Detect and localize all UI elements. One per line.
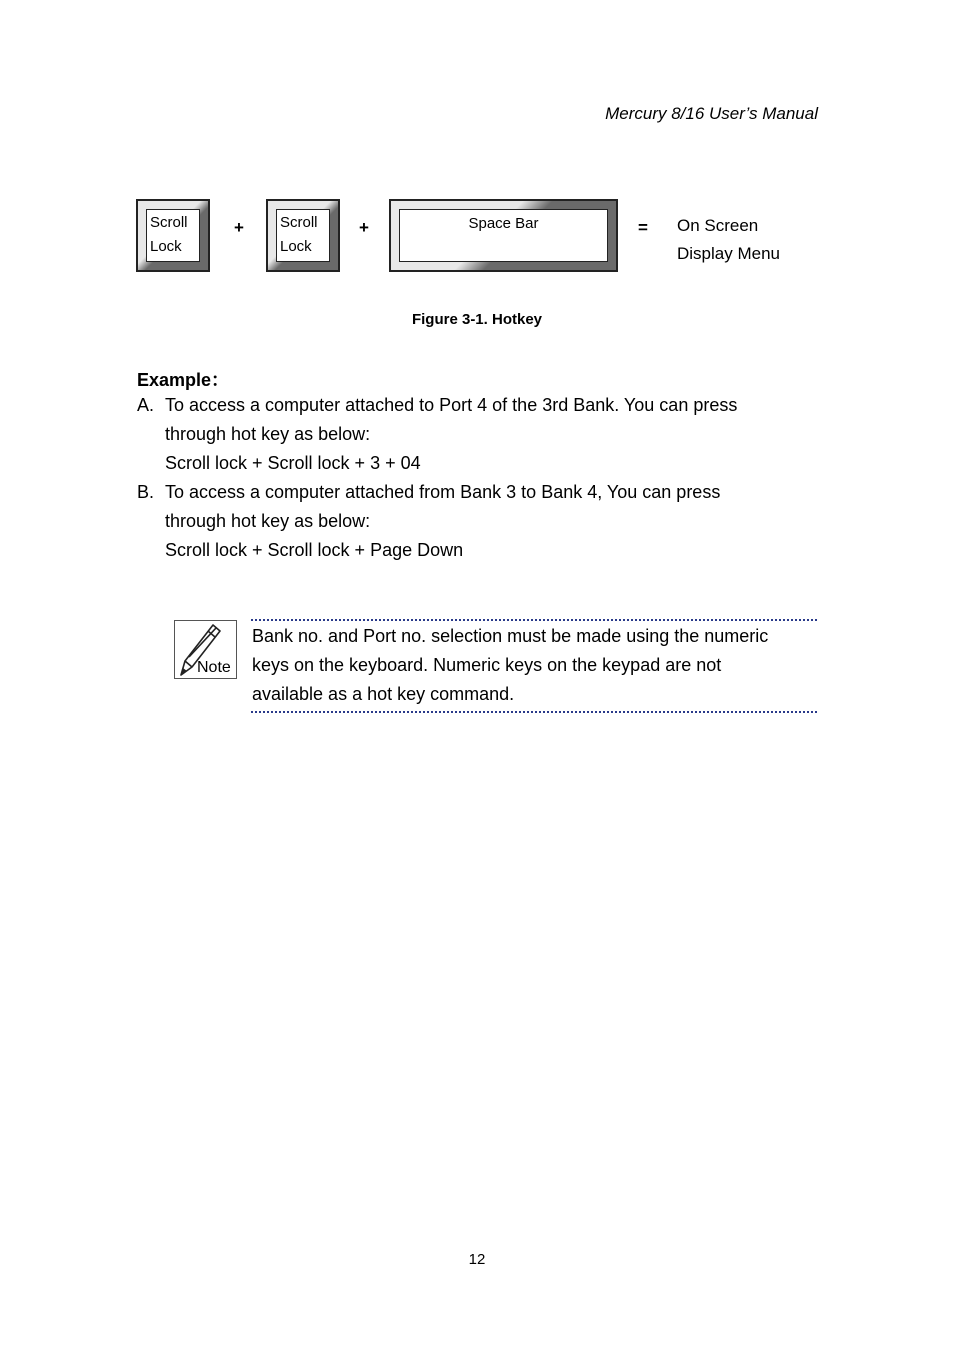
hotkey-figure [0,0,954,340]
running-header: Mercury 8/16 User’s Manual [605,104,818,123]
page-number: 12 [468,1251,486,1268]
note-icon-label: Note [197,659,231,676]
plus-sign: + [359,218,369,237]
figure-caption: Figure 3-1. Hotkey [411,311,543,328]
list-item: To access a computer attached to Port 4 of the 3rd Bank. You can press through hot key as below: Scroll lock + Scroll lock + 3 + 04 [165,395,738,473]
equals-sign: = [638,218,648,237]
space-bar-key [389,199,618,272]
scroll-lock-key-2 [266,199,340,272]
scroll-lock-key-1 [136,199,210,272]
note-pencil-icon [174,620,237,679]
example-heading: Example： [137,370,230,390]
hotkey-result: On Screen Display Menu [677,216,780,263]
key-label: Space Bar [468,215,539,232]
key-label: Scroll Lock [280,214,318,255]
note-text: Bank no. and Port no. selection must be made using the numeric keys on the keyboard. Numeric keys on the keypad are not available as a hot key command. [252,626,769,704]
list-marker: B. [137,482,155,502]
note-bottom-divider [251,711,817,713]
key-label: Scroll Lock [150,214,188,255]
plus-sign: + [234,218,244,237]
note-top-divider [251,619,817,621]
list-item: To access a computer attached from Bank 3 to Bank 4, You can press through hot key as below: Scroll lock + Scroll lock + Page Down [165,482,721,560]
list-marker: A. [137,395,155,415]
